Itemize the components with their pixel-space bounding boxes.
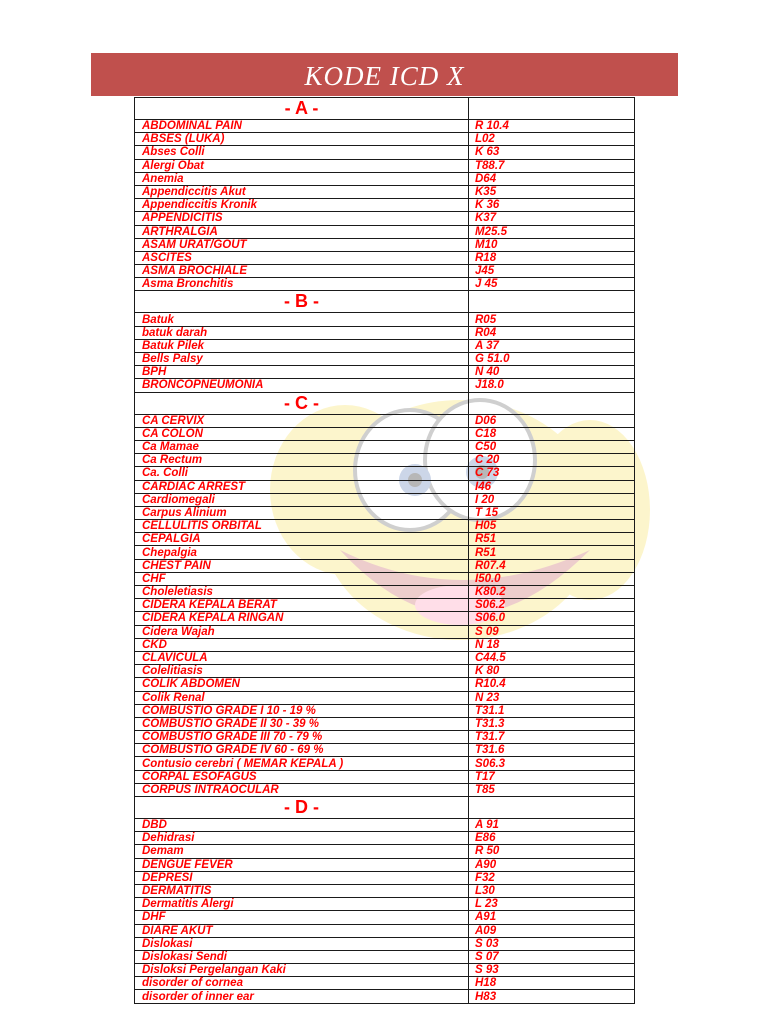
diagnosis-name: Bells Palsy (135, 353, 469, 366)
diagnosis-name: Batuk Pilek (135, 339, 469, 352)
diagnosis-name: COMBUSTIO GRADE I 10 - 19 % (135, 704, 469, 717)
diagnosis-name: Asma Bronchitis (135, 278, 469, 291)
icd-code: N 40 (469, 366, 635, 379)
diagnosis-name: CA CERVIX (135, 414, 469, 427)
diagnosis-name: ARTHRALGIA (135, 225, 469, 238)
section-header (135, 98, 635, 120)
icd-code: C44.5 (469, 651, 635, 664)
icd-code: A09 (469, 924, 635, 937)
table-row (135, 691, 635, 704)
table-row (135, 898, 635, 911)
diagnosis-name: DEPRESI (135, 871, 469, 884)
icd-code: A91 (469, 911, 635, 924)
icd-code: C18 (469, 427, 635, 440)
table-row (135, 704, 635, 717)
section-code-cell (469, 98, 635, 120)
table-row (135, 212, 635, 225)
table-row (135, 159, 635, 172)
table-row (135, 964, 635, 977)
diagnosis-name: Colelitiasis (135, 665, 469, 678)
table-row (135, 427, 635, 440)
diagnosis-name: Alergi Obat (135, 159, 469, 172)
table-row (135, 313, 635, 326)
icd-code: H83 (469, 990, 635, 1003)
diagnosis-name: Anemia (135, 172, 469, 185)
icd-code: A 37 (469, 339, 635, 352)
icd-code: A90 (469, 858, 635, 871)
table-row (135, 265, 635, 278)
icd-code-table (134, 97, 635, 1004)
table-row (135, 717, 635, 730)
icd-code: M25.5 (469, 225, 635, 238)
diagnosis-name: Disloksi Pergelangan Kaki (135, 964, 469, 977)
table-row (135, 379, 635, 392)
diagnosis-name: Appendiccitis Kronik (135, 199, 469, 212)
diagnosis-name: CLAVICULA (135, 651, 469, 664)
icd-code: I 20 (469, 493, 635, 506)
icd-code: L30 (469, 884, 635, 897)
table-row (135, 146, 635, 159)
icd-code: R04 (469, 326, 635, 339)
table-row (135, 770, 635, 783)
table-row (135, 172, 635, 185)
icd-code: D64 (469, 172, 635, 185)
table-row (135, 612, 635, 625)
diagnosis-name: Cidera Wajah (135, 625, 469, 638)
table-row (135, 326, 635, 339)
table-row (135, 871, 635, 884)
diagnosis-name: CKD (135, 638, 469, 651)
table-row (135, 185, 635, 198)
icd-code: S06.2 (469, 599, 635, 612)
section-header (135, 392, 635, 414)
diagnosis-name: COMBUSTIO GRADE II 30 - 39 % (135, 717, 469, 730)
table-row (135, 251, 635, 264)
icd-code: C 20 (469, 454, 635, 467)
diagnosis-name: APPENDICITIS (135, 212, 469, 225)
diagnosis-name: Ca. Colli (135, 467, 469, 480)
icd-code: N 23 (469, 691, 635, 704)
icd-code: J 45 (469, 278, 635, 291)
section-letter: - B - (135, 291, 469, 313)
diagnosis-name: DIARE AKUT (135, 924, 469, 937)
diagnosis-name: Choleletiasis (135, 586, 469, 599)
table-row (135, 366, 635, 379)
table-row (135, 467, 635, 480)
diagnosis-name: DERMATITIS (135, 884, 469, 897)
diagnosis-name: Dermatitis Alergi (135, 898, 469, 911)
icd-code: S06.0 (469, 612, 635, 625)
table-row (135, 599, 635, 612)
table-row (135, 559, 635, 572)
icd-code: F32 (469, 871, 635, 884)
icd-code: G 51.0 (469, 353, 635, 366)
table-row (135, 911, 635, 924)
table-row (135, 120, 635, 133)
icd-code: K80.2 (469, 586, 635, 599)
icd-code: J18.0 (469, 379, 635, 392)
icd-code: T31.1 (469, 704, 635, 717)
table-row (135, 520, 635, 533)
icd-code: R05 (469, 313, 635, 326)
diagnosis-name: COMBUSTIO GRADE IV 60 - 69 % (135, 744, 469, 757)
table-row (135, 339, 635, 352)
icd-code: R 50 (469, 845, 635, 858)
diagnosis-name: Ca Mamae (135, 440, 469, 453)
icd-code: K37 (469, 212, 635, 225)
table-row (135, 783, 635, 796)
table-row (135, 937, 635, 950)
section-code-cell (469, 291, 635, 313)
table-row (135, 480, 635, 493)
diagnosis-name: ASCITES (135, 251, 469, 264)
icd-code: S06.3 (469, 757, 635, 770)
diagnosis-name: Dislokasi Sendi (135, 950, 469, 963)
icd-code: T88.7 (469, 159, 635, 172)
table-row (135, 414, 635, 427)
icd-code: I46 (469, 480, 635, 493)
icd-code: R07.4 (469, 559, 635, 572)
section-letter: - D - (135, 797, 469, 819)
icd-code: S 09 (469, 625, 635, 638)
section-letter: - C - (135, 392, 469, 414)
diagnosis-name: CELLULITIS ORBITAL (135, 520, 469, 533)
diagnosis-name: Dehidrasi (135, 832, 469, 845)
diagnosis-name: disorder of cornea (135, 977, 469, 990)
diagnosis-name: DHF (135, 911, 469, 924)
icd-code: J45 (469, 265, 635, 278)
table-row (135, 744, 635, 757)
diagnosis-name: ABDOMINAL PAIN (135, 120, 469, 133)
table-row (135, 990, 635, 1003)
diagnosis-name: COMBUSTIO GRADE III 70 - 79 % (135, 731, 469, 744)
icd-code: S 07 (469, 950, 635, 963)
diagnosis-name: Dislokasi (135, 937, 469, 950)
diagnosis-name: Appendiccitis Akut (135, 185, 469, 198)
icd-code: H18 (469, 977, 635, 990)
icd-code: L 23 (469, 898, 635, 911)
section-header (135, 291, 635, 313)
diagnosis-name: CORPAL ESOFAGUS (135, 770, 469, 783)
table-row (135, 493, 635, 506)
icd-code: K 63 (469, 146, 635, 159)
table-row (135, 651, 635, 664)
icd-code: C 73 (469, 467, 635, 480)
icd-code: R 10.4 (469, 120, 635, 133)
diagnosis-name: Contusio cerebri ( MEMAR KEPALA ) (135, 757, 469, 770)
table-row (135, 353, 635, 366)
table-row (135, 977, 635, 990)
table-row (135, 924, 635, 937)
icd-code: C50 (469, 440, 635, 453)
diagnosis-name: CIDERA KEPALA RINGAN (135, 612, 469, 625)
table-row (135, 625, 635, 638)
table-row (135, 858, 635, 871)
icd-code: M10 (469, 238, 635, 251)
table-row (135, 950, 635, 963)
icd-code: R10.4 (469, 678, 635, 691)
diagnosis-name: ASAM URAT/GOUT (135, 238, 469, 251)
table-row (135, 678, 635, 691)
icd-code: T85 (469, 783, 635, 796)
table-row (135, 845, 635, 858)
icd-code: T17 (469, 770, 635, 783)
icd-code: S 03 (469, 937, 635, 950)
section-code-cell (469, 392, 635, 414)
table-row (135, 546, 635, 559)
icd-code: K 80 (469, 665, 635, 678)
diagnosis-name: CEPALGIA (135, 533, 469, 546)
diagnosis-name: COLIK ABDOMEN (135, 678, 469, 691)
diagnosis-name: batuk darah (135, 326, 469, 339)
diagnosis-name: CHF (135, 572, 469, 585)
icd-code: T31.6 (469, 744, 635, 757)
table-row (135, 506, 635, 519)
table-row (135, 454, 635, 467)
page-title: KODE ICD X (304, 61, 465, 91)
diagnosis-name: CARDIAC ARREST (135, 480, 469, 493)
diagnosis-name: Demam (135, 845, 469, 858)
table-row (135, 278, 635, 291)
diagnosis-name: Abses Colli (135, 146, 469, 159)
icd-code: T31.3 (469, 717, 635, 730)
table-row (135, 638, 635, 651)
icd-code: D06 (469, 414, 635, 427)
icd-code: T31.7 (469, 731, 635, 744)
diagnosis-name: ABSES (LUKA) (135, 133, 469, 146)
icd-code: K 36 (469, 199, 635, 212)
table-row (135, 884, 635, 897)
diagnosis-name: CIDERA KEPALA BERAT (135, 599, 469, 612)
diagnosis-name: CA COLON (135, 427, 469, 440)
table-row (135, 533, 635, 546)
table-row (135, 238, 635, 251)
diagnosis-name: disorder of inner ear (135, 990, 469, 1003)
diagnosis-name: DBD (135, 819, 469, 832)
table-row (135, 225, 635, 238)
table-row (135, 572, 635, 585)
diagnosis-name: CORPUS INTRAOCULAR (135, 783, 469, 796)
icd-code: R51 (469, 533, 635, 546)
icd-code: R51 (469, 546, 635, 559)
section-header (135, 797, 635, 819)
icd-code: N 18 (469, 638, 635, 651)
diagnosis-name: Chepalgia (135, 546, 469, 559)
table-row (135, 440, 635, 453)
table-row (135, 819, 635, 832)
table-row (135, 133, 635, 146)
diagnosis-name: Carpus Alinium (135, 506, 469, 519)
diagnosis-name: Cardiomegali (135, 493, 469, 506)
title-banner (91, 53, 678, 96)
icd-code: E86 (469, 832, 635, 845)
icd-code: H05 (469, 520, 635, 533)
icd-code: I50.0 (469, 572, 635, 585)
diagnosis-name: CHEST PAIN (135, 559, 469, 572)
icd-code: T 15 (469, 506, 635, 519)
diagnosis-name: Ca Rectum (135, 454, 469, 467)
diagnosis-name: Batuk (135, 313, 469, 326)
icd-code: K35 (469, 185, 635, 198)
section-code-cell (469, 797, 635, 819)
diagnosis-name: BPH (135, 366, 469, 379)
table-row (135, 832, 635, 845)
icd-code: L02 (469, 133, 635, 146)
table-row (135, 586, 635, 599)
table-row (135, 199, 635, 212)
icd-code: A 91 (469, 819, 635, 832)
table-row (135, 731, 635, 744)
table-row (135, 665, 635, 678)
table-row (135, 757, 635, 770)
section-letter: - A - (135, 98, 469, 120)
diagnosis-name: Colik Renal (135, 691, 469, 704)
diagnosis-name: ASMA BROCHIALE (135, 265, 469, 278)
diagnosis-name: DENGUE FEVER (135, 858, 469, 871)
icd-code: R18 (469, 251, 635, 264)
diagnosis-name: BRONCOPNEUMONIA (135, 379, 469, 392)
icd-code: S 93 (469, 964, 635, 977)
